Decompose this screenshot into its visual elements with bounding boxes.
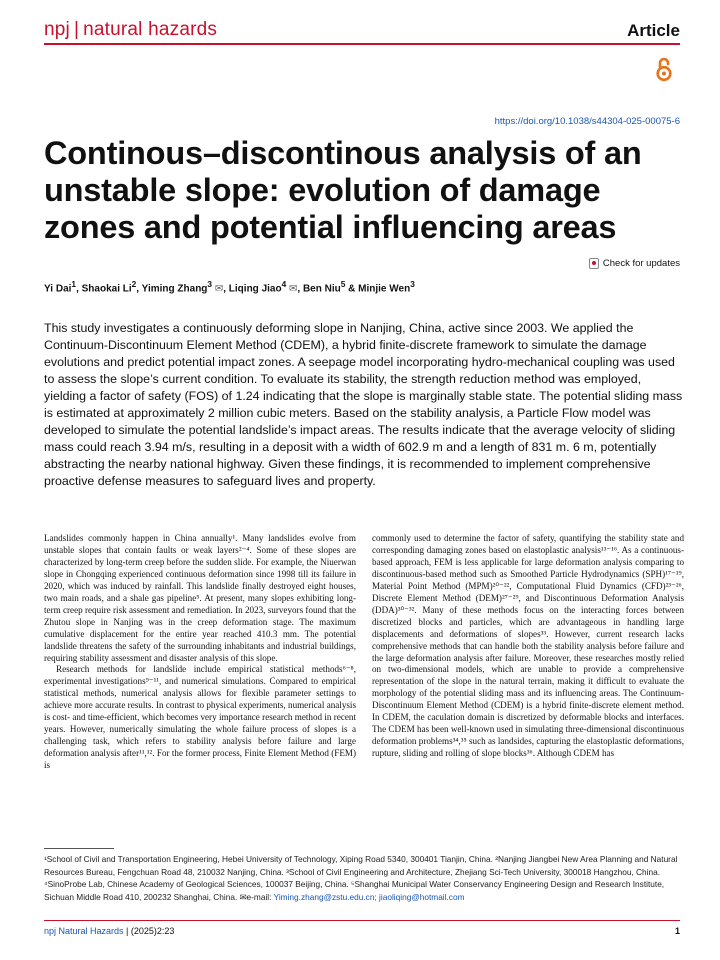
author-name[interactable]: Liqing Jiao [228,283,282,295]
author-affiliation-number: 2 [131,279,137,289]
author-affiliation-number: 3 [410,279,415,289]
author-name[interactable]: Yiming Zhang [141,283,208,295]
footer-divider [44,920,680,921]
check-updates-label: Check for updates [602,258,680,269]
author-affiliation-number: 3 [207,279,213,289]
article-type-label: Article [627,21,680,40]
author-name[interactable]: Minjie Wen [358,283,411,295]
email-addresses[interactable]: Yiming.zhang@zstu.edu.cn; jiaoliqing@hotmail.com [273,891,465,902]
author-affiliation-number: 1 [71,279,77,289]
affiliations-divider [44,848,114,849]
body-paragraph: commonly used to determine the factor of safety, quantifying the stability state and corresponding damaging zones based on elastoplastic analysis¹³⁻¹⁶. As a continuous-based approach, FEM is less applicable for large deformation analysis comparing to discontinuous-based method such as Smoothed Particle Hydrodynamics (SPH)¹⁷⁻¹⁹, Material Point Method (MPM)²⁰⁻²², Computational Fluid Dynamics (CFD)²³⁻²⁶, Discrete Element Method (DEM)²⁷⁻²⁹, and Discontinuous Deformation Analysis (DDA)³⁰⁻³². Many of these methods focus on the interacting forces between discretized blocks and particles, which are advantageous in handling large displacements and deformations of slopes³³. However, current research lacks comprehensive methods that can handle both the stability analysis before failure and the large deformation analysis after failure. Moreover, these researches mostly relied on two-dimensional models, which are unable to provide a comprehensive representation of the slope in the natural terrain, making it difficult to evaluate the morphology of the potential sliding mass and its influencing areas. The Continuum-Discontinuum Element Method (CDEM) is a hybrid finite-discrete element method. In CDEM, the caculation domain is discretized by deformable blocks and interfaces. The CDEM has been well-known used in simulating three-dimensional discontinuous deformation problems³⁴,³⁵ such as landsides, capturing the elastoplastic deformations, rupture, sliding and rolling of slope blocks³⁶. Although CDEM has [372,533,684,759]
author-name[interactable]: Ben Niu [302,283,341,295]
journal-brand: npj [44,19,70,40]
article-title: Continous–discontinous analysis of an unstable slope: evolution of damage zones and potential influencing areas [44,135,642,245]
abstract: This study investigates a continuously deforming slope in Nanjing, China, active since 2003. We applied the Continuum-Discontinuum Element Method (CDEM), a hybrid finite-discrete framework to simulate the damage evolutions and predict potential impact zones. A seepage model incorporating hydro-mechanical coupling was used to assess the slope’s current condition. To evaluate its stability, the strength reduction method was employed, yielding a factor of safety (FOS) of 1.24 indicating that the slope is marginally stable state. The potential sliding mass is estimated at approximately 2 million cubic meters. Based on the stability analysis, a Particle Flow model was developed to simulate the potential landslide’s impact areas. The results indicate that the average velocity of sliding mass could reach 3.94 m/s, resulting in a deposit with a width of 602.9 m and a length of 831 m. 6 m, potentially abstracting the nearby national highway. Given these findings, it is recommended to implement comprehensive proactive defense measures to safeguard lives and property. [44,321,683,488]
doi-link[interactable]: https://doi.org/10.1038/s44304-025-00075-6 [494,116,680,127]
affiliations-text: ¹School of Civil and Transportation Engineering, Hebei University of Technology, Xiping Road 5340, 300401 Tianjin, China. ²Nanjing Jiangbei New Area Planning and Natural Resources Bureau, Fengchuan Road 48, 210032 Nanjing, China. ³School of Civil Engineering and Architecture, Zhejiang Sci-Tech University, 300018 Hangzhou, China. ⁴SinoProbe Lab, Chinese Academy of Geological Sciences, 100037 Beijing, China. ⁵Shanghai Municipal Water Conservancy Engineering Design and Research Institute, Sichuan Middle Road 410, 200232 Shanghai, China. [44,854,678,902]
email-icon[interactable]: ✉ [214,283,224,295]
footer-citation [44,926,174,936]
email-label: e-mail: [246,891,272,902]
journal-separator: | [73,19,80,40]
author-separator: , [76,283,82,295]
footer-separator: | [123,926,131,936]
footer-volume: (2025)2:23 [130,926,175,936]
author-separator: , [223,283,229,295]
author-name[interactable]: Yi Dai [44,283,72,295]
author-affiliation-number: 5 [340,279,346,289]
author-separator: & [345,283,359,295]
body-paragraph: Research methods for landslide include empirical statistical methods⁶⁻⁸, experimental investigations⁹⁻¹¹, and numerical simulations. Compared to empirical statistical methods, numerical analysis allows for flexible parameter settings to achieve more accurate results. In contrast to physical experiments, numerical analysis is cost- and time-efficient, which becomes very importance research method in recent years. However, numerically simulating the whole failure process of slopes is a challenging task, which refers to stability analysis before failure and large deformation analysis after¹¹,¹². For the former process, Finite Element Method (FEM) is [44,664,356,771]
email-icon[interactable]: ✉ [289,283,298,295]
body-paragraph: Landslides commonly happen in China annually¹. Many landslides evolve from unstable slopes that contain faults or weak layers²⁻⁴. Some of these slopes are characterized by long-term creep before the sudden slide. For example, the Niuerwan slope in Chongqing experienced continuous deformation since 1998 till its failure in 2020, which was induced by rainfall. This landslide finally destroyed eight houses, two main roads, and a shale gas pipeline⁵. At present, many slopes exhibiting long-term creep require risk assessment and remediation. In 2023, surveyors found that the Zhutou slope in Nanjing was in the creep deformation stage. The maximum cumulative displacement for the entire year reached 410.3 mm. The potential landslide threatens the safety of the surrounding inhabitants and industrial buildings, requiring stability assessment and disaster analysis of this slope. [44,533,356,663]
author-name[interactable]: Shaokai Li [81,283,132,295]
body-column-right [372,533,684,760]
affiliations [44,853,684,903]
check-updates-icon [589,258,599,269]
footer-journal[interactable]: npj Natural Hazards [44,926,124,936]
journal-name [44,19,217,41]
journal-title: natural hazards [83,19,218,40]
author-affiliation-number: 4 [281,279,287,289]
check-updates-button[interactable] [589,258,680,269]
page-number: 1 [674,926,680,936]
author-separator: , [297,283,303,295]
email-icon: ✉ [239,891,247,902]
open-access-icon [654,56,674,82]
author-list [44,279,415,294]
author-separator: , [136,283,142,295]
header-divider [44,43,680,45]
body-column-left [44,533,356,772]
